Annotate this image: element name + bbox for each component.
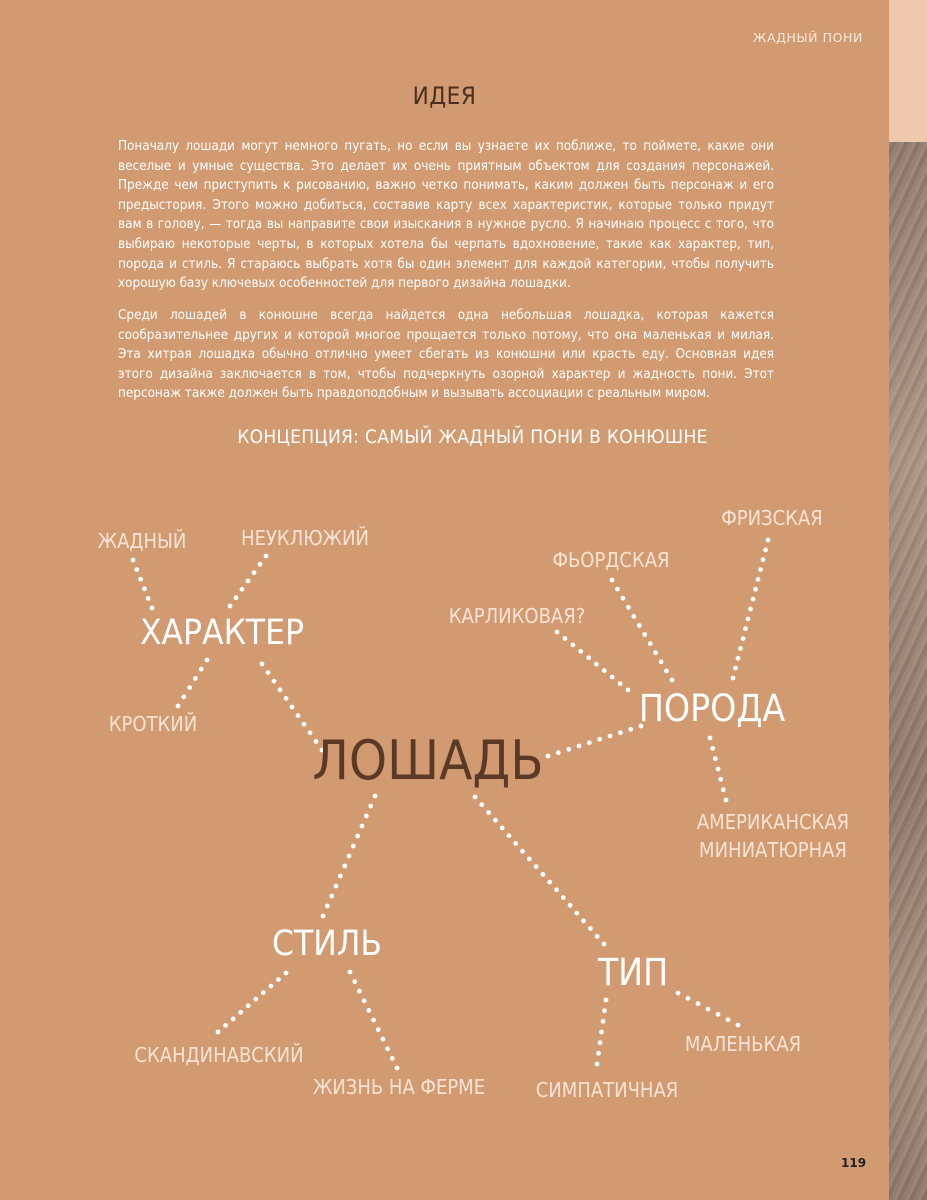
connector-dot [676,991,681,996]
connector-dot [360,824,365,829]
connector-dot [615,587,620,592]
connector-dot [362,998,367,1003]
connector-dot [653,650,658,655]
connector-dot [733,666,738,671]
connector-type-to-cute [595,998,609,1067]
connector-dot [357,989,362,994]
category-type: ТИП [597,951,669,994]
connector-dot [258,562,263,567]
connector-dot [546,754,551,759]
connector-dot [520,849,525,854]
connector-greedy-to-character [131,558,155,611]
connector-dot [368,804,373,809]
connector-dot [566,747,571,752]
connector-dot [751,597,756,602]
connector-dot [602,942,607,947]
connector-dot [366,1008,371,1013]
connector-dot [296,713,301,718]
connector-dot [708,736,713,741]
connector-dot [581,918,586,923]
connector-dot [597,737,602,742]
connector-dot [284,971,289,976]
connector-dot [599,1030,604,1035]
connector-dot [231,1017,236,1022]
connector-dot [373,794,378,799]
leaf-miniature: МИНИАТЮРНАЯ [699,838,847,862]
connector-dot [321,914,326,919]
connector-dot [302,722,307,727]
connector-dot [706,1007,711,1012]
connector-dot [228,604,233,609]
connector-dot [216,1030,221,1035]
connector-dot [269,984,274,989]
connector-dot [696,1001,701,1006]
connector-fjord-to-breed [610,578,675,683]
connector-dot [479,802,484,807]
connector-dot [181,694,186,699]
connector-dot [187,685,192,690]
connector-dot [738,646,743,651]
chapter-tab [889,0,927,142]
connector-dot [500,826,505,831]
side-photo-strip [889,0,927,1200]
connector-dot [555,630,560,635]
connector-dot [756,577,761,582]
connector-dot [586,655,591,660]
connector-dot [726,1017,731,1022]
connector-style-to-scandinavian [216,971,289,1035]
connector-dot [626,605,631,610]
connector-dot [577,744,582,749]
connector-dot [604,998,609,1003]
connector-dot [628,727,633,732]
connector-dot [205,658,210,663]
connector-dot [486,810,491,815]
connector-dot [342,864,347,869]
connector-dot [527,857,532,862]
connector-dot [223,1023,228,1028]
connector-dot [390,1056,395,1061]
horse-fur-photo [889,142,927,1200]
connector-dot [594,662,599,667]
connector-dot [554,887,559,892]
connector-dot [563,636,568,641]
connector-dot [284,696,289,701]
connector-dot [252,570,257,575]
leaf-clumsy: НЕУКЛЮЖИЙ [241,526,369,550]
connector-dot [587,740,592,745]
connector-frisian-to-breed [731,538,771,681]
leaf-fjord: ФЬОРДСКАЯ [552,548,670,572]
connector-dot [355,834,360,839]
connector-dot [547,880,552,885]
category-breed: ПОРОДА [638,687,786,730]
connector-center-to-type [473,795,607,947]
connector-dot [276,977,281,982]
connector-dot [618,681,623,686]
leaf-frisian: ФРИЗСКАЯ [721,506,823,530]
connector-dot [493,818,498,823]
connector-dot [602,1008,607,1013]
connector-dot [541,872,546,877]
connector-dot [574,911,579,916]
concept-heading: КОНЦЕПЦИЯ: САМЫЙ ЖАДНЫЙ ПОНИ В КОНЮШНЕ [237,426,708,448]
leaf-cute: СИМПАТИЧНАЯ [535,1078,679,1102]
connector-dot [741,636,746,641]
connector-dot [253,997,258,1002]
leaf-small: МАЛЕНЬКАЯ [684,1032,802,1056]
connector-dot [610,578,615,583]
connector-breed-to-american [708,736,729,803]
connector-dot [763,548,768,553]
connector-dot [686,996,691,1001]
center-word: ЛОШАДЬ [312,729,544,792]
connector-dot [595,934,600,939]
connector-style-to-farm [348,970,400,1071]
connector-dot [246,579,251,584]
connector-dot [278,687,283,692]
leaf-scandinavian: СКАНДИНАВСКИЙ [134,1043,304,1067]
connector-dot [395,1066,400,1071]
connector-dot [348,970,353,975]
body-paragraph-1: Поначалу лошади могут немного пугать, но если вы узнаете их поближе, то поймете, какие они веселые и умные существа. Это делает их очень приятным объектом для создания персонажей. Прежде чем приступить к рисованию, важно четко понимать, каким должен быть персонаж и его предыстория. Этого можно добиться, составив карту всех характеристик, которые только придут вам в голову, — тогда вы направите свои изыскания в нужное русло. Я начинаю процесс с того, что выбираю некоторые черты, в которых хотела бы черпать вдохновение, такие как характер, тип, порода и стиль. Я стараюсь выбрать хотя бы один элемент для каждой категории, чтобы получить хорошую базу ключевых особенностей для первого дизайна лошадки. [118,139,774,292]
connector-dot [193,676,198,681]
connector-dot [659,659,664,664]
connector-dot [376,1027,381,1032]
connector-dot [568,903,573,908]
connector-dot [347,854,352,859]
connector-dot [246,1003,251,1008]
connector-dot [364,814,369,819]
connector-dot [748,607,753,612]
connector-dot [513,841,518,846]
connector-dot [264,554,269,559]
connector-dot [381,1037,386,1042]
connector-dot [761,557,766,562]
connector-dot [746,617,751,622]
connector-dot [338,874,343,879]
connector-dot [608,734,613,739]
connector-dot [570,643,575,648]
connector-dot [134,567,139,572]
section-title: ИДЕЯ [412,82,477,110]
connector-dot [736,1023,741,1028]
connector-clumsy-to-character [228,554,269,609]
connector-dot [621,596,626,601]
connector-dot [473,795,478,800]
connector-dwarf-to-breed [555,630,631,693]
body-paragraph-2: Среди лошадей в конюшне всегда найдется одна небольшая лошадка, которая кажется сообразительнее других и которой многое прощается только потому, что она маленькая и милая. Эта хитрая лошадка обычно отлично умеет сбегать из конюшни или красть еду. Основная идея этого дизайна заключается в том, чтобы подчеркнуть озорной характер и жадность пони. Этот персонаж также должен быть правдоподобным и вызывать ассоциации с реальным миром. [118,308,774,402]
connector-dot [637,623,642,628]
connector-dot [736,656,741,661]
connector-dot [648,641,653,646]
connector-dot [664,669,669,674]
connector-dot [260,662,265,667]
connector-dot [595,1062,600,1067]
leaf-greedy: ЖАДНЫЙ [97,529,187,553]
connector-dot [731,676,736,681]
connector-dot [371,1018,376,1023]
connector-dot [601,1019,606,1024]
connector-dot [753,587,758,592]
connector-dot [507,833,512,838]
connector-type-to-small [676,991,741,1028]
connector-dot [716,767,721,772]
connector-dot [578,649,583,654]
connector-dot [598,1040,603,1045]
category-style: СТИЛЬ [271,924,383,964]
connector-dot [329,894,334,899]
connector-dot [716,1012,721,1017]
connector-dot [642,632,647,637]
connector-dot [626,688,631,693]
connector-dot [352,979,357,984]
connector-dot [234,595,239,600]
connector-dot [272,679,277,684]
connector-dot [743,626,748,631]
category-character: ХАРАКТЕР [139,613,305,653]
connector-dot [556,750,561,755]
connector-dot [240,587,245,592]
connector-dot [602,668,607,673]
connector-dot [713,756,718,761]
connector-dot [290,705,295,710]
connector-dot [596,1051,601,1056]
connector-dot [758,567,763,572]
connector-dot [631,614,636,619]
connector-dot [150,606,155,611]
connector-dot [238,1010,243,1015]
leaf-farm-life: ЖИЗНЬ НА ФЕРМЕ [312,1075,486,1099]
connector-dot [766,538,771,543]
connector-center-to-style [321,794,378,919]
connector-dot [176,704,181,709]
connector-dot [266,670,271,675]
connector-dot [610,675,615,680]
connector-dot [131,558,136,563]
connector-meek-to-character [176,658,210,709]
page-number: 119 [841,1156,867,1170]
leaf-american: АМЕРИКАНСКАЯ [696,810,850,834]
running-head: ЖАДНЫЙ ПОНИ [752,30,863,45]
connector-dot [142,586,147,591]
connector-dot [261,990,266,995]
connector-dot [724,798,729,803]
leaf-meek: КРОТКИЙ [108,712,198,736]
connector-dot [618,730,623,735]
connector-dot [199,667,204,672]
connector-dot [325,904,330,909]
connector-dot [561,895,566,900]
connector-dot [588,926,593,931]
leaf-dwarf: КАРЛИКОВАЯ? [448,604,586,628]
connector-dot [534,864,539,869]
connector-dot [334,884,339,889]
connector-dot [138,577,143,582]
connector-dot [146,596,151,601]
connector-dot [710,746,715,751]
connector-dot [721,787,726,792]
connector-dot [385,1046,390,1051]
connector-breed-to-center [546,724,644,759]
connector-dot [718,777,723,782]
connector-dot [670,678,675,683]
connector-dot [351,844,356,849]
